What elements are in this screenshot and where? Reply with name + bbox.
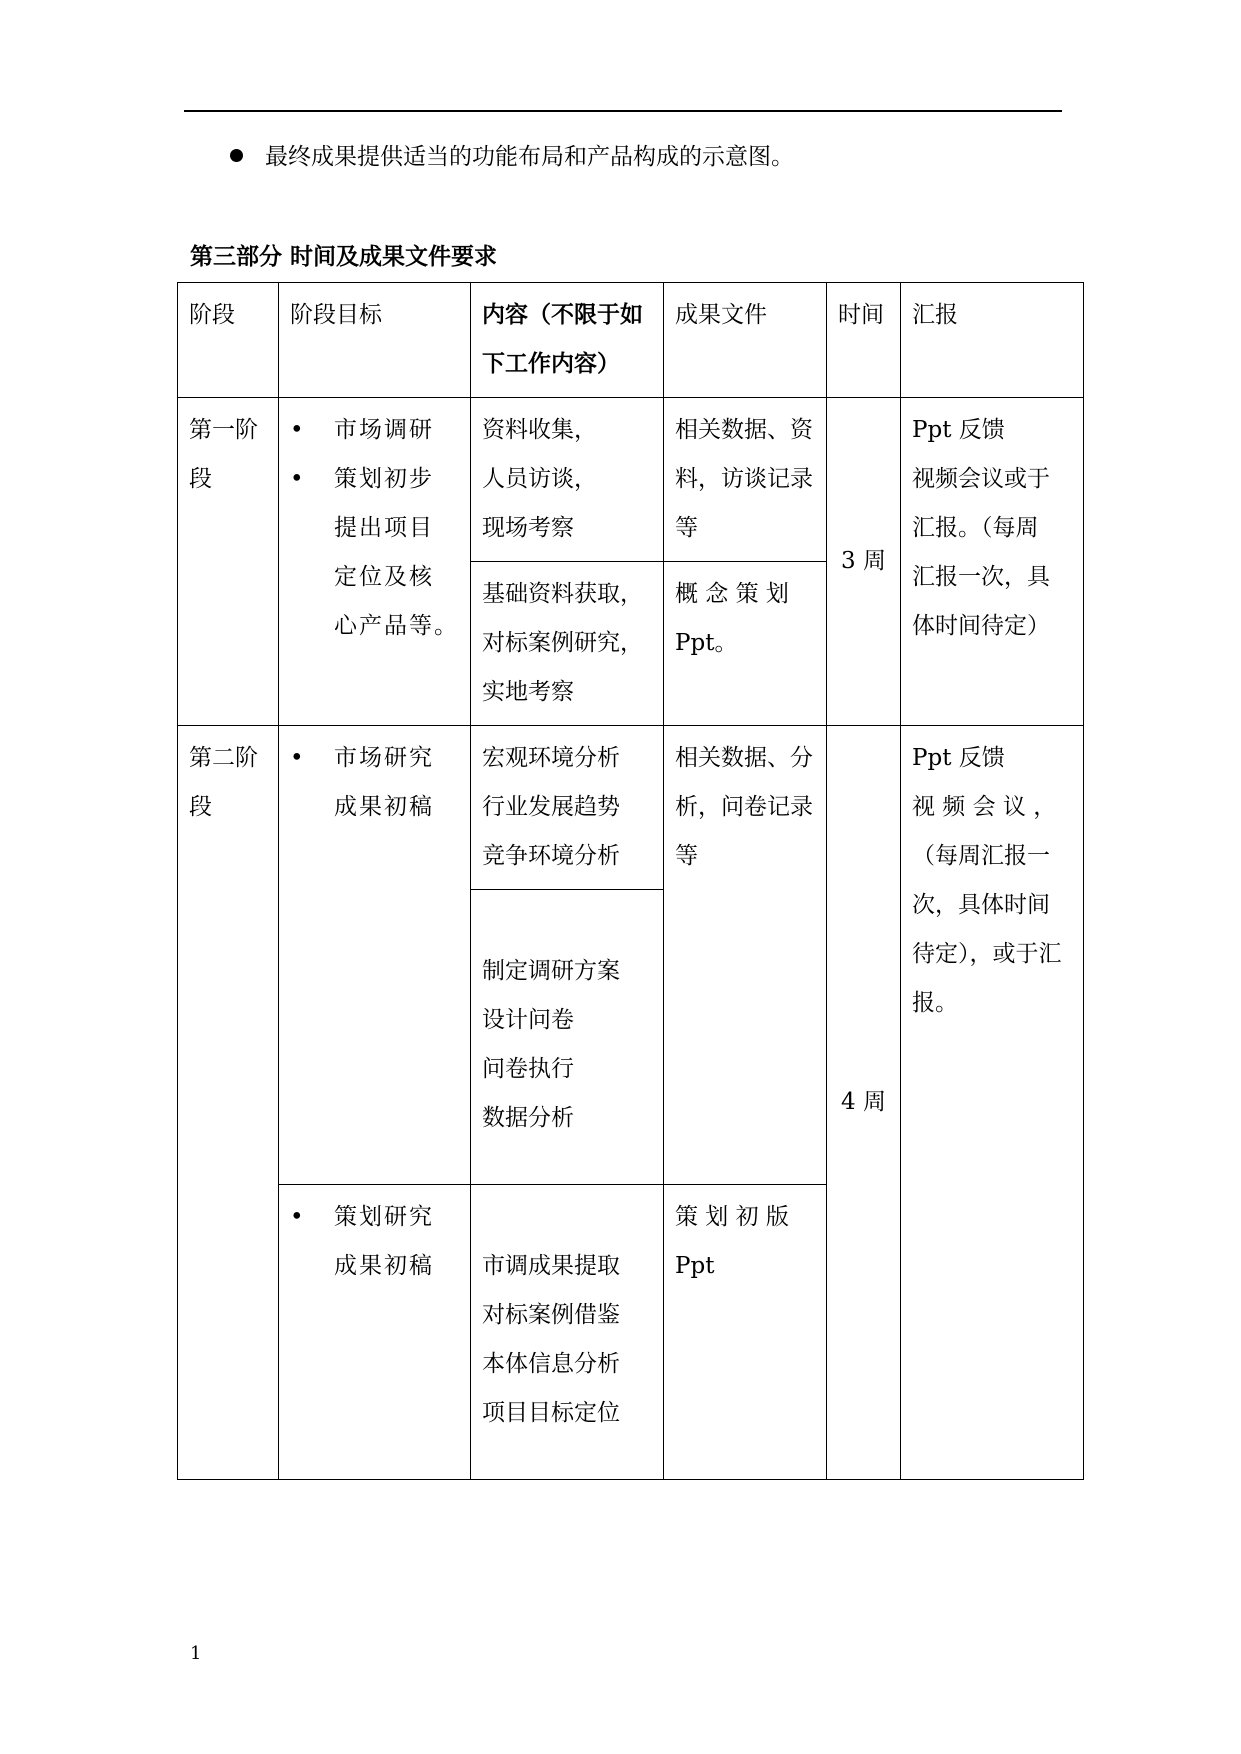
stage2-report: Ppt 反馈 视 频 会 议 ， （每周汇报一 次，具体时间 待定），或于汇 报。 — [901, 726, 1084, 1480]
header-goal: 阶段目标 — [279, 283, 471, 398]
stage2-time: 4 周 — [827, 726, 901, 1480]
header-stage: 阶段 — [178, 283, 279, 398]
stage2-content-c: 市调成果提取 对标案例借鉴 本体信息分析 项目目标定位 — [471, 1185, 664, 1480]
header-deliverable: 成果文件 — [664, 283, 827, 398]
stage2-deliverable-a: 相关数据、分 析，问卷记录 等 — [664, 726, 827, 1185]
stage1-content-a: 资料收集， 人员访谈， 现场考察 — [471, 398, 664, 562]
bullet-item — [230, 140, 794, 174]
stage1-time: 3 周 — [827, 398, 901, 726]
stage1-goal: • 市场调研 • 策划初步 提出项目 定位及核 心产品等。 — [279, 398, 471, 726]
header-rule — [184, 110, 1062, 112]
stage1-report: Ppt 反馈 视频会议或于 汇报。（每周 汇报一次，具 体时间待定） — [901, 398, 1084, 726]
page-number: 1 — [190, 1643, 202, 1664]
section-title: 第三部分 时间及成果文件要求 — [190, 244, 498, 270]
stage2-goal-b: • 策划研究 成果初稿 — [279, 1185, 471, 1480]
bullet-text: 最终成果提供适当的功能布局和产品构成的示意图。 — [265, 144, 794, 170]
stage2-content-a: 宏观环境分析 行业发展趋势 竞争环境分析 — [471, 726, 664, 890]
stage1-content-b: 基础资料获取， 对标案例研究， 实地考察 — [471, 562, 664, 726]
header-time: 时间 — [827, 283, 901, 398]
stage2-label: 第二阶 段 — [178, 726, 279, 1480]
header-row — [178, 283, 1084, 398]
stage2-deliverable-c: 策 划 初 版 Ppt — [664, 1185, 827, 1480]
stage1-deliverable-b: 概 念 策 划 Ppt。 — [664, 562, 827, 726]
stage1-label: 第一阶 段 — [178, 398, 279, 726]
stage2-goal-a: • 市场研究 成果初稿 — [279, 726, 471, 1185]
stage2-content-b: 制定调研方案 设计问卷 问卷执行 数据分析 — [471, 890, 664, 1185]
bullet-dot-icon — [230, 149, 243, 162]
table-row — [178, 726, 1084, 890]
header-report: 汇报 — [901, 283, 1084, 398]
header-content: 内容（不限于如 下工作内容） — [471, 283, 664, 398]
stage1-deliverable-a: 相关数据、资 料，访谈记录 等 — [664, 398, 827, 562]
schedule-table — [177, 282, 1084, 1480]
table-row — [178, 398, 1084, 562]
